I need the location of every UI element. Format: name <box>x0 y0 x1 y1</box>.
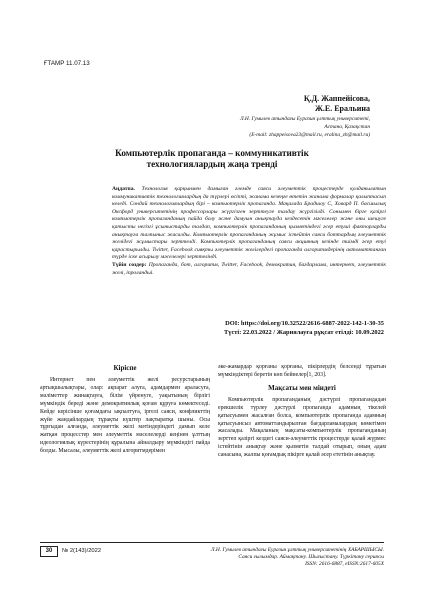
goals-paragraph: Компьютерлік пропаганданың дәстүрлі пропагандадан ерекшелік түрлеу дәстүрлі пропаганда адамның тікелей қатысуымен жасалған болса, компьютерлік пропаганда адамның қатысуынсыз автоматтандырылған бағдарламалардың көмегімен жасалады. Мақаланың мақсаты-компьютерлік пропаганданың зерттеп қазіргі кездегі саяси-әлеуметтік процестерде қалай жүрмес істейтінін анықтау және қызметін талдай отырып, оның адам санасына, жалпы қоғамдық пікірге қалай әсер ететінін анықтау. <box>218 396 386 459</box>
article-title-line-1: Компьютерлік пропаганда – коммуникативтік <box>115 148 309 158</box>
keywords-text: Пропаганда, бот, алгоритм, Twitter, Facebook, демократия, бағдарлама, интернет, әлеуметтік желі, іпроландыі. <box>112 261 386 276</box>
abstract-label: Аңдатпа. <box>112 186 135 192</box>
goals-heading: Мақсаты мен міндеті <box>268 383 336 392</box>
author-emails: (E-mail: zhappeisova23@mail.ru, eralina_zh@mail.ru) <box>249 132 370 138</box>
right-column <box>218 364 386 462</box>
irstam-code: ҒТАМР 11.07.13 <box>44 60 90 67</box>
page-number: 30 <box>40 546 58 557</box>
abstract-text: Технология қарқынмен дамыған әлемде саяси әлеуметтік процестерде қолданылатын коммуникативтік технологиялардың да түрлері өсіпті, жанама кезеңғе өтетін жанама формалар қалыптасып келеді. Сондай технологиялардың бірі – компьютерлік пропаганда. Мақалада Брадшоу С, Ховард П. басшылық Оксфорд университетінің профессорлары жүргізген зерттеуге талдау жүргізілді. Сонымен бірге қазіргі компьютерлік пропаганданың пайда болу және дамуын анықтауда кездесетін мәселелер және оны шешуге қатысты негізгі ұсыныстарды талдап, компьютерлік пропаганданың қызметіндегі әсер етуші факторларды анықтауға талпыныс жасалды. Компьютерлік пропаганданың жұмыс істейтін саяси боттардың әлеуметтік желідегі жұмыстары зерттелді. Компьютерлік пропаганданың саяси акцияның кезінде тиімді әсер етуі қарастырылды. Twitter, Facebook сияқты әлеуметтік желілердегі пропаганда алгоритмдерінің автоматтанған түрде іске асырылу мәселелері зерттелінді. <box>112 186 386 261</box>
intro-paragraph: Интернет пен әлеуметтік желі ресурстарының артықшылықтары, олар: ақпарат алуға, адамдармен араласуға, мәліметтер жинақтауға, білім үйренуге, уақытының бірлігі мүмкіндік береді және демократиялық қоғам құруға көмектеседі. Кейде керісінше қоғамдағы ықпалтуға, іргелі саяси, конфликттің жүйе жандайлардың тұрақты күштер лақтыратқа шыны. Осы тұрғыдан алғанда, әлеуметтік желі мәтіндеріндегі дамып келе жатқан процесстер мен әлеуметтік мәселелерді кеңінен ұлттың идеологиялық күрестерінің құралына айналдыру мүмкіндігі пайда болды. Мысалы, әлеуметтік желі алгоритмдерімен <box>40 377 210 455</box>
affiliation: Л.Н. Гумилев атындағы Еуразия ұлттық университеті, <box>239 116 370 122</box>
keywords-label: Түйін сөздер: <box>112 261 147 268</box>
left-column <box>40 364 210 458</box>
affiliation-city: Астана, Қазақстан <box>324 124 370 130</box>
journal-series: Саяси ғылымдар. Аймақтану. Шығыстану. Түркітану сериясы <box>238 554 384 560</box>
author-1: Қ.Д. Жаппейісова, <box>303 94 370 103</box>
right-column-top-text: әке-жамардар қорғаны қорғаны, пікірлердің белсенді тұратын мүмкіндіктері беретін көп бейнелер[1, 203]. <box>218 364 386 378</box>
journal-issn: ISSN: 2616-6887, eISSN:2617-605X <box>305 561 384 567</box>
footer-divider <box>40 542 384 543</box>
abstract <box>112 186 386 277</box>
article-title-line-2: технологиялардың жаңа тренді <box>146 159 278 169</box>
journal-name: Л.Н. Гумилев атындағы Еуразия ұлттық университетінің ХАБАРШЫСЫ. <box>210 547 384 553</box>
received-dates: Түсті: 22.03.2022 / Жариялауға рұқсат етілді: 10.09.2022 <box>224 329 384 336</box>
author-2: Ж.Е. Еральина <box>314 104 370 113</box>
doi-line: DOI: https://doi.org/10.32522/2616-6887-2022-142-1-30-35 <box>225 320 384 327</box>
intro-heading: Кіріспе <box>113 364 137 372</box>
issue-number: № 2(143)/2022 <box>62 548 102 554</box>
